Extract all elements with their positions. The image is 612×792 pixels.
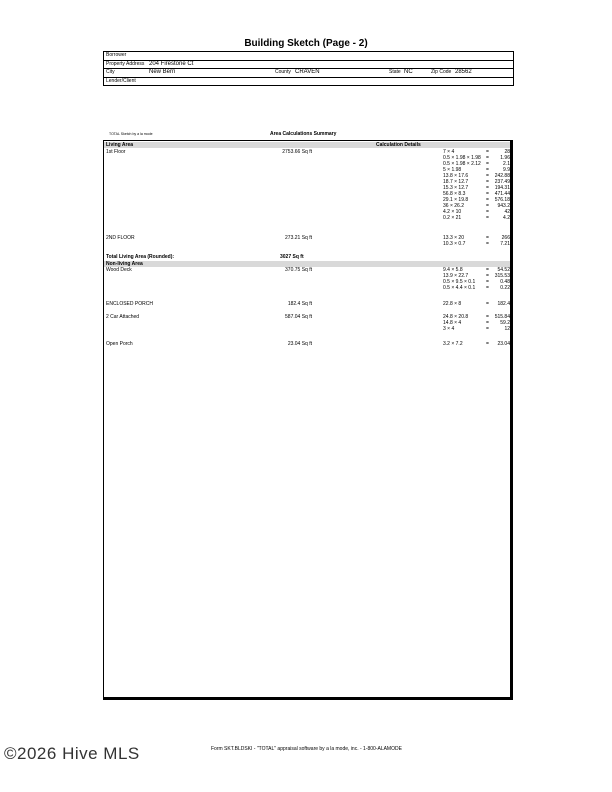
lender-row xyxy=(104,78,513,86)
calc-result: 242.88 xyxy=(494,173,510,179)
calc-equals: = xyxy=(486,279,489,285)
calc-result: 237.49 xyxy=(494,179,510,185)
borrower-label: Borrower xyxy=(106,52,127,58)
header-form xyxy=(103,51,514,86)
area-size: 182.4 Sq ft xyxy=(287,301,312,307)
calc-expression: 4.2 × 10 xyxy=(443,209,462,215)
living-area-bar xyxy=(104,142,510,148)
property-address-row xyxy=(104,61,513,70)
calc-equals: = xyxy=(486,241,489,247)
calc-expression: 0.5 × 9.5 × 0.1 xyxy=(443,279,476,285)
zip-value: 28562 xyxy=(455,69,472,75)
calc-result: 59.2 xyxy=(500,320,510,326)
calc-expression: 13.3 × 20 xyxy=(443,235,464,241)
lender-label: Lender/Client xyxy=(106,77,136,84)
living-area-header: Living Area xyxy=(106,142,134,148)
property-address-label: Property Address xyxy=(106,60,145,67)
calc-expression: 29.1 × 19.8 xyxy=(443,197,469,203)
borrower-row xyxy=(104,52,513,61)
calc-expression: 5 × 1.98 xyxy=(443,167,462,173)
calc-equals: = xyxy=(486,235,489,241)
calc-expression: 13.9 × 22.7 xyxy=(443,273,469,279)
calculation-row xyxy=(443,341,510,347)
calc-result: 182.4 xyxy=(497,301,510,307)
calc-result: 1.96 xyxy=(500,155,510,161)
calc-expression: 13.8 × 17.6 xyxy=(443,173,469,179)
calc-expression: 3.2 × 7.2 xyxy=(443,341,463,347)
calc-expression: 18.7 × 12.7 xyxy=(443,179,469,185)
property-address-value: 204 Firestone Ct xyxy=(149,60,194,67)
calc-expression: 22.8 × 8 xyxy=(443,301,462,307)
calculation-list xyxy=(443,235,510,247)
sketch-credit: TOTAL Sketch by a la mode xyxy=(109,132,153,136)
county-label: County xyxy=(275,69,291,75)
calc-equals: = xyxy=(486,185,489,191)
calc-result: 194.31 xyxy=(494,185,510,191)
calc-expression: 0.5 × 1.98 × 1.98 xyxy=(443,155,481,161)
calculation-row xyxy=(443,285,510,291)
calc-result: 54.52 xyxy=(497,267,510,273)
calc-result: 42 xyxy=(504,209,510,215)
calc-result: 515.84 xyxy=(494,314,510,320)
calc-equals: = xyxy=(486,320,489,326)
calc-result: 7.21 xyxy=(500,241,510,247)
calculation-row xyxy=(443,301,510,307)
area-size: 23.04 Sq ft xyxy=(287,341,312,347)
calc-equals: = xyxy=(486,273,489,279)
calculation-list xyxy=(443,341,510,347)
calc-result: 4.2 xyxy=(503,215,510,221)
calc-equals: = xyxy=(486,215,489,221)
calc-equals: = xyxy=(486,341,489,347)
total-living-label: Total Living Area (Rounded): xyxy=(106,254,175,260)
calc-result: 23.04 xyxy=(497,341,510,347)
area-calculations-box xyxy=(103,140,513,700)
area-name: ENCLOSED PORCH xyxy=(106,301,153,307)
calc-equals: = xyxy=(486,197,489,203)
area-name: Wood Deck xyxy=(106,267,132,273)
calc-equals: = xyxy=(486,191,489,197)
calc-result: 315.53 xyxy=(494,273,510,279)
calc-result: 576.18 xyxy=(494,197,510,203)
calc-equals: = xyxy=(486,155,489,161)
calc-expression: 10.3 × 0.7 xyxy=(443,241,466,247)
calc-equals: = xyxy=(486,326,489,332)
calculation-row xyxy=(443,241,510,247)
calc-result: 12 xyxy=(504,326,510,332)
calc-equals: = xyxy=(486,167,489,173)
calc-expression: 0.5 × 1.98 × 2.12 xyxy=(443,161,481,167)
watermark: ©2026 Hive MLS xyxy=(4,744,140,763)
area-size: 587.04 Sq ft xyxy=(285,314,312,320)
total-living-value: 3027 Sq ft xyxy=(280,254,304,260)
calc-result: 0.48 xyxy=(500,279,510,285)
area-name: Open Porch xyxy=(106,341,133,347)
calc-expression: 36 × 26.2 xyxy=(443,203,464,209)
calc-result: 2.1 xyxy=(503,161,510,167)
area-size: 2753.66 Sq ft xyxy=(282,149,312,155)
non-living-area-bar xyxy=(104,261,510,267)
calc-expression: 7 × 4 xyxy=(443,149,455,155)
calc-equals: = xyxy=(486,203,489,209)
state-label: State xyxy=(389,69,401,75)
calc-equals: = xyxy=(486,314,489,320)
calc-equals: = xyxy=(486,161,489,167)
calculation-row xyxy=(443,215,510,221)
calc-equals: = xyxy=(486,267,489,273)
calculation-list xyxy=(443,149,510,221)
calc-equals: = xyxy=(486,209,489,215)
calc-result: 266 xyxy=(501,235,510,241)
calc-result: 0.22 xyxy=(500,285,510,291)
form-footer: Form SKT.BLDSKI - "TOTAL" appraisal software by a la mode, inc. - 1-800-ALAMODE xyxy=(211,746,402,752)
calc-expression: 14.8 × 4 xyxy=(443,320,462,326)
non-living-header: Non-living Area xyxy=(106,261,143,267)
zip-label: Zip Code xyxy=(431,69,452,75)
calculation-row xyxy=(443,326,510,332)
summary-title: Area Calculations Summary xyxy=(270,131,337,137)
area-name: 2ND FLOOR xyxy=(106,235,135,241)
calc-result: 471.44 xyxy=(494,191,510,197)
calculation-list xyxy=(443,301,510,307)
city-value: New Bern xyxy=(149,69,176,75)
calc-result: 943.2 xyxy=(497,203,510,209)
calc-expression: 0.5 × 4.4 × 0.1 xyxy=(443,285,476,291)
calc-expression: 9.4 × 5.8 xyxy=(443,267,463,273)
calc-expression: 0.2 × 21 xyxy=(443,215,462,221)
city-row xyxy=(104,69,513,78)
city-label: City xyxy=(106,69,115,75)
calc-expression: 24.8 × 20.8 xyxy=(443,314,469,320)
area-size: 370.75 Sq ft xyxy=(285,267,312,273)
calc-expression: 56.8 × 8.3 xyxy=(443,191,466,197)
calculation-list xyxy=(443,267,510,291)
state-value: NC xyxy=(404,69,413,75)
calculation-list xyxy=(443,314,510,332)
area-size: 273.21 Sq ft xyxy=(285,235,312,241)
calc-equals: = xyxy=(486,173,489,179)
calc-expression: 3 × 4 xyxy=(443,326,455,332)
calc-equals: = xyxy=(486,149,489,155)
calc-result: 9.9 xyxy=(503,167,510,173)
area-name: 1st Floor xyxy=(106,149,126,155)
area-name: 2 Car Attached xyxy=(106,314,140,320)
calc-details-header: Calculation Details xyxy=(376,142,421,148)
county-value: CRAVEN xyxy=(295,69,320,75)
calc-equals: = xyxy=(486,301,489,307)
calc-equals: = xyxy=(486,179,489,185)
calc-result: 28 xyxy=(504,149,510,155)
calc-equals: = xyxy=(486,285,489,291)
page-title: Building Sketch (Page - 2) xyxy=(244,38,368,49)
calc-expression: 15.3 × 12.7 xyxy=(443,185,469,191)
